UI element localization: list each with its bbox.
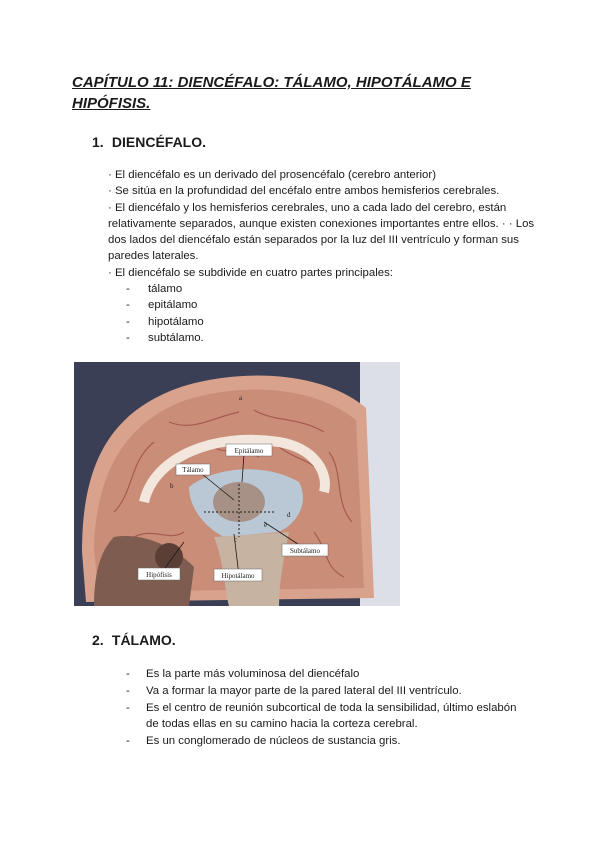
letter-a: a: [239, 394, 243, 402]
label-text: Hipófisis: [146, 571, 172, 579]
section-number: 2.: [92, 632, 104, 648]
label-text: Hipotálamo: [221, 572, 255, 580]
label-hipotalamo: [214, 569, 262, 581]
talamo-facts-list: [126, 666, 526, 750]
paragraph: · El diencéfalo es un derivado del prosencéfalo (cerebro anterior): [108, 169, 436, 181]
brain-sagittal-photo: [74, 362, 400, 606]
letter-c: c: [234, 536, 238, 544]
label-epitalamo: [226, 444, 272, 456]
list-item: - hipotálamo: [108, 314, 538, 330]
letter-e: e: [264, 521, 268, 529]
section-heading-talamo: [92, 632, 176, 648]
list-item: - Es el centro de reunión subcortical de toda la sensibilidad, último eslabón de todas ellas en su camino hacia la corteza cerebral.: [126, 700, 526, 732]
list-item: - Va a formar la mayor parte de la pared lateral del III ventrículo.: [126, 683, 526, 699]
pituitary-gland: [155, 543, 183, 571]
label-text: Subtálamo: [290, 547, 320, 555]
section-heading-text: DIENCÉFALO.: [111, 134, 207, 150]
list-item: - Es la parte más voluminosa del diencéfalo: [126, 666, 526, 682]
paragraph: · El diencéfalo y los hemisferios cerebrales, uno a cada lado del cerebro, están relativamente separados, aunque existen conexiones importantes entre ellos. · · Los dos lados del diencéfalo están separados por la luz del III ventrículo y forman sus paredes laterales.: [108, 201, 535, 263]
label-hipofisis: [138, 568, 180, 580]
diencefalo-parts-list: [108, 281, 538, 346]
section-heading-diencefalo: [92, 134, 206, 150]
list-item: - epitálamo: [108, 297, 538, 313]
letter-b: b: [170, 482, 174, 490]
page-title: CAPÍTULO 11: DIENCÉFALO: TÁLAMO, HIPOTÁLAMO E HIPÓFISIS.: [72, 74, 471, 112]
label-subtalamo: [282, 544, 328, 556]
letter-d: d: [287, 511, 291, 519]
label-text: Epitálamo: [234, 447, 264, 455]
section-body-diencefalo: [108, 167, 538, 346]
list-item: - Es un conglomerado de núcleos de sustancia gris.: [126, 733, 526, 749]
paragraph: · Se sitúa en la profundidad del encéfalo entre ambos hemisferios cerebrales.: [108, 185, 500, 198]
paragraph: · El diencéfalo se subdivide en cuatro partes principales:: [108, 266, 393, 279]
section-number: 1.: [92, 134, 104, 150]
section-heading-text: TÁLAMO.: [111, 632, 176, 648]
list-item: - tálamo: [108, 281, 538, 297]
label-text: Tálamo: [182, 466, 204, 474]
list-item: - subtálamo.: [108, 330, 538, 346]
label-talamo: [176, 464, 210, 475]
